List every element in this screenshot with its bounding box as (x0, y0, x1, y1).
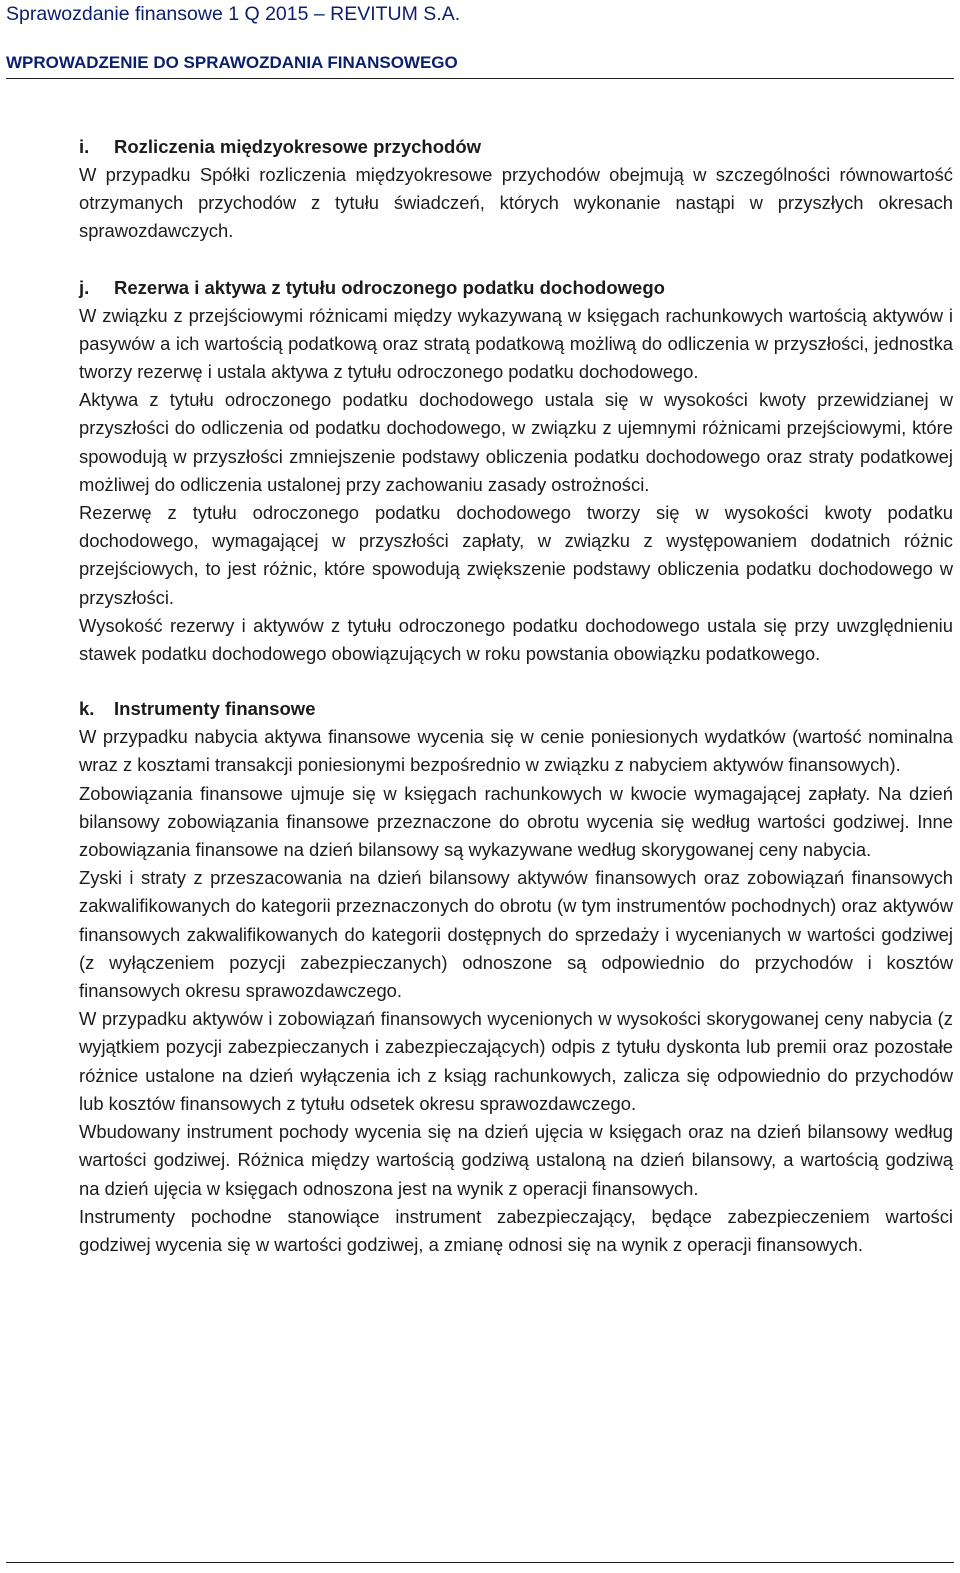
paragraph: Aktywa z tytułu odroczonego podatku dochodowego ustala się w wysokości kwoty przewidzianej w przyszłości do odliczenia od podatku dochodowego, w związku z ujemnymi różnicami przejściowymi, które spowodują w przyszłości zmniejszenie podstawy obliczenia podatku dochodowego oraz straty podatkowej możliwej do odliczenia ustalonej przy zachowaniu zasady ostrożności. (79, 389, 953, 495)
section-heading (79, 133, 953, 161)
section-deferred-tax (79, 274, 953, 669)
paragraph: Zobowiązania finansowe ujmuje się w księgach rachunkowych w kwocie wymagającej zapłaty. Na dzień bilansowy zobowiązania finansowe przeznaczone do obrotu wycenia się według wartości godziwej. Inne zobowiązania finansowe na dzień bilansowy są wykazywane według skorygowanej ceny nabycia. (79, 782, 953, 861)
paragraph: Wysokość rezerwy i aktywów z tytułu odroczonego podatku dochodowego ustala się przy uwzględnieniu stawek podatku dochodowego obowiązujących w roku powstania obowiązku podatkowego. (79, 614, 953, 665)
header-divider (6, 78, 954, 79)
section-letter: i. (79, 136, 90, 157)
paragraph: W przypadku Spółki rozliczenia międzyokresowe przychodów obejmują w szczególności równowartość otrzymanych przychodów z tytułu świadczeń, których wykonanie nastąpi w przyszłych okresach sprawozdawczych. (79, 164, 953, 242)
section-letter: j. (79, 276, 90, 298)
section-title: Rezerwa i aktywa z tytułu odroczonego podatku dochodowego (114, 276, 665, 298)
spacer (79, 668, 953, 695)
document-title: Sprawozdanie finansowe 1 Q 2015 – REVITUM S.A. (6, 3, 461, 25)
section-heading (79, 695, 953, 723)
paragraph: Zyski i straty z przeszacowania na dzień bilansowy aktywów finansowych oraz zobowiązań finansowych zakwalifikowanych do kategorii przeznaczonych do obrotu (w tym instrumentów pochodnych) oraz aktywów finansowych zakwalifikowanych do kategorii dostępnych do sprzedaży i wycenianych w wartości godziwej (z wyłączeniem pozycji zabezpieczanych) odnoszone są odpowiednio do przychodów i kosztów finansowych okresu sprawozdawczego. (79, 867, 953, 1002)
paragraph: W przypadku nabycia aktywa finansowe wycenia się w cenie poniesionych wydatków (wartość nominalna wraz z kosztami transakcji poniesionymi bezpośrednio w związku z nabyciem aktywów finansowych). (79, 726, 953, 776)
paragraph: W związku z przejściowymi różnicami między wykazywaną w księgach rachunkowych wartością aktywów i pasywów a ich wartością podatkową oraz stratą podatkową możliwą do odliczenia w przyszłości, jednostka tworzy rezerwę i ustala aktywa z tytułu odroczonego podatku dochodowego. (79, 304, 953, 383)
section-deferred-income (79, 133, 953, 246)
section-letter: k. (79, 698, 95, 720)
document-body (79, 133, 953, 1259)
footer-divider (6, 1562, 954, 1563)
spacer (79, 246, 953, 274)
document-subtitle: WPROWADZENIE DO SPRAWOZDANIA FINANSOWEGO (6, 53, 458, 72)
paragraph: Instrumenty pochodne stanowiące instrument zabezpieczający, będące zabezpieczeniem wartości godziwej wycenia się w wartości godziwej, a zmianę odnosi się na wynik z operacji finansowych. (79, 1205, 953, 1255)
section-title: Instrumenty finansowe (114, 698, 316, 720)
page-header (6, 0, 954, 72)
paragraph: Rezerwę z tytułu odroczonego podatku dochodowego tworzy się w wysokości kwoty podatku dochodowego, wymagającej w przyszłości zapłaty, w związku z występowaniem dodatnich różnic przejściowych, to jest różnic, które spowodują zwiększenie podstawy obliczenia podatku dochodowego w przyszłości. (79, 502, 953, 608)
section-heading (79, 274, 953, 302)
paragraph: Wbudowany instrument pochody wycenia się na dzień ujęcia w księgach oraz na dzień bilansowy według wartości godziwej. Różnica między wartością godziwą ustaloną na dzień bilansowy, a wartością godziwą na dzień ujęcia w księgach odnoszona jest na wynik z operacji finansowych. (79, 1121, 953, 1199)
section-title: Rozliczenia międzyokresowe przychodów (114, 136, 482, 157)
section-financial-instruments (79, 695, 953, 1259)
paragraph: W przypadku aktywów i zobowiązań finansowych wycenionych w wysokości skorygowanej ceny nabycia (z wyjątkiem pozycji zabezpieczanych i zabezpieczających) odpis z tytułu dyskonta lub premii oraz pozostałe różnice ustalone na dzień wyłączenia ich z ksiąg rachunkowych, zalicza się odpowiednio do przychodów lub kosztów finansowych z tytułu odsetek okresu sprawozdawczego. (79, 1008, 953, 1114)
